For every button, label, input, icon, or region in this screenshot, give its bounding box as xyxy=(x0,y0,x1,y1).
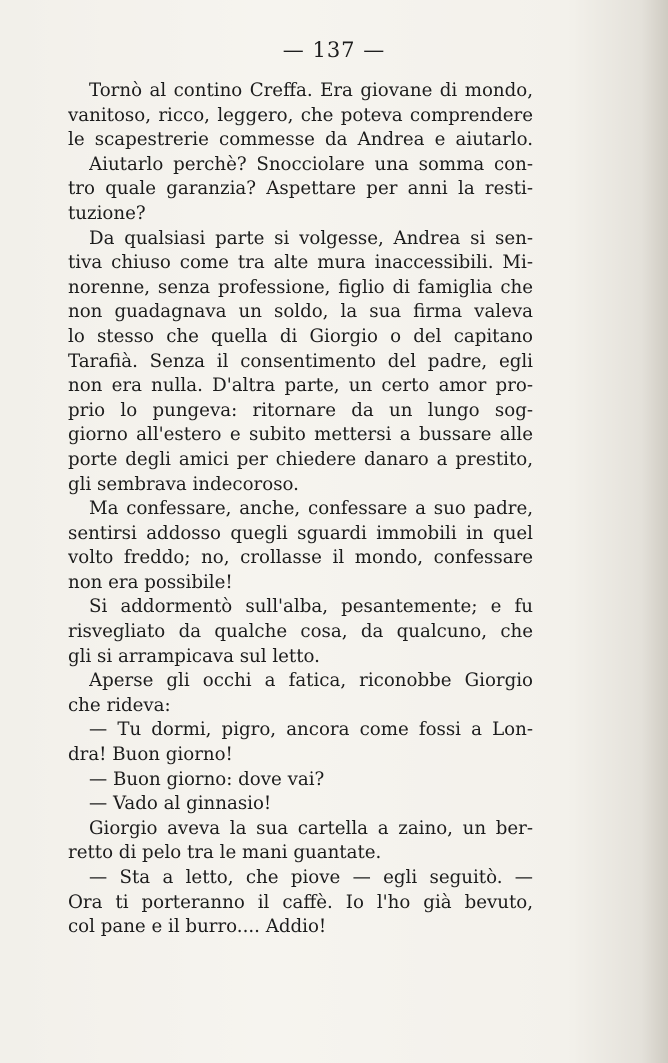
text-line: tiva chiuso come tra alte mura inaccessibili. Mi- xyxy=(68,252,533,274)
text-line: — Tu dormi, pigro, ancora come fossi a Lon- xyxy=(89,719,533,741)
text-line: Ma confessare, anche, confessare a suo padre, xyxy=(89,498,533,520)
text-line: tro quale garanzia? Aspettare per anni la resti- xyxy=(68,178,533,200)
text-line: — Buon giorno: dove vai? xyxy=(89,768,325,790)
text-line: col pane e il burro.... Addio! xyxy=(68,916,327,938)
text-line: le scapestrerie commesse da Andrea e aiutarlo. xyxy=(68,129,533,151)
text-line: che rideva: xyxy=(68,694,171,716)
text-line: tuzione? xyxy=(68,202,146,224)
text-line: volto freddo; no, crollasse il mondo, confessare xyxy=(68,547,533,569)
text-line: dra! Buon giorno! xyxy=(68,744,233,766)
text-line: Aiutarlo perchè? Snocciolare una somma con- xyxy=(89,153,533,175)
text-line: — Vado al ginnasio! xyxy=(89,793,272,815)
text-line: Si addormentò sull'alba, pesantemente; e fu xyxy=(89,596,533,618)
text-line: sentirsi addosso quegli sguardi immobili in quel xyxy=(68,522,533,544)
text-line: Tornò al contino Creffa. Era giovane di mondo, xyxy=(89,80,533,101)
text-line: retto di pelo tra le mani guantate. xyxy=(68,842,382,864)
text-line: lo stesso che quella di Giorgio o del capitano xyxy=(68,325,533,347)
text-line: risvegliato da qualche cosa, da qualcuno, che xyxy=(68,621,533,643)
text-line: gli sembrava indecoroso. xyxy=(68,473,299,495)
text-line: non era possibile! xyxy=(68,571,233,593)
page-text xyxy=(68,79,533,940)
text-line: Ora ti porteranno il caffè. Io l'ho già bevuto, xyxy=(68,891,533,913)
text-line: norenne, senza professione, figlio di famiglia che xyxy=(68,276,533,298)
text-line: Giorgio aveva la sua cartella a zaino, un ber- xyxy=(89,817,533,839)
text-line: — Sta a letto, che piove — egli seguitò. — xyxy=(89,867,533,888)
text-line: prio lo pungeva: ritornare da un lungo sog- xyxy=(68,399,533,421)
text-line: giorno all'estero e subito mettersi a bussare alle xyxy=(68,424,533,446)
text-line: Tarafià. Senza il consentimento del padre, egli xyxy=(68,350,533,372)
page-number: — 137 — xyxy=(282,38,386,62)
text-line: Aperse gli occhi a fatica, riconobbe Giorgio xyxy=(89,670,533,692)
text-line: porte degli amici per chiedere danaro a prestito, xyxy=(68,448,533,470)
text-line: non era nulla. D'altra parte, un certo amor pro- xyxy=(68,375,533,397)
text-line: Da qualsiasi parte si volgesse, Andrea si sen- xyxy=(89,227,533,249)
text-line: vanitoso, ricco, leggero, che poteva comprendere xyxy=(68,104,533,126)
text-line: gli si arrampicava sul letto. xyxy=(68,645,320,667)
text-line: non guadagnava un soldo, la sua firma valeva xyxy=(68,301,533,323)
